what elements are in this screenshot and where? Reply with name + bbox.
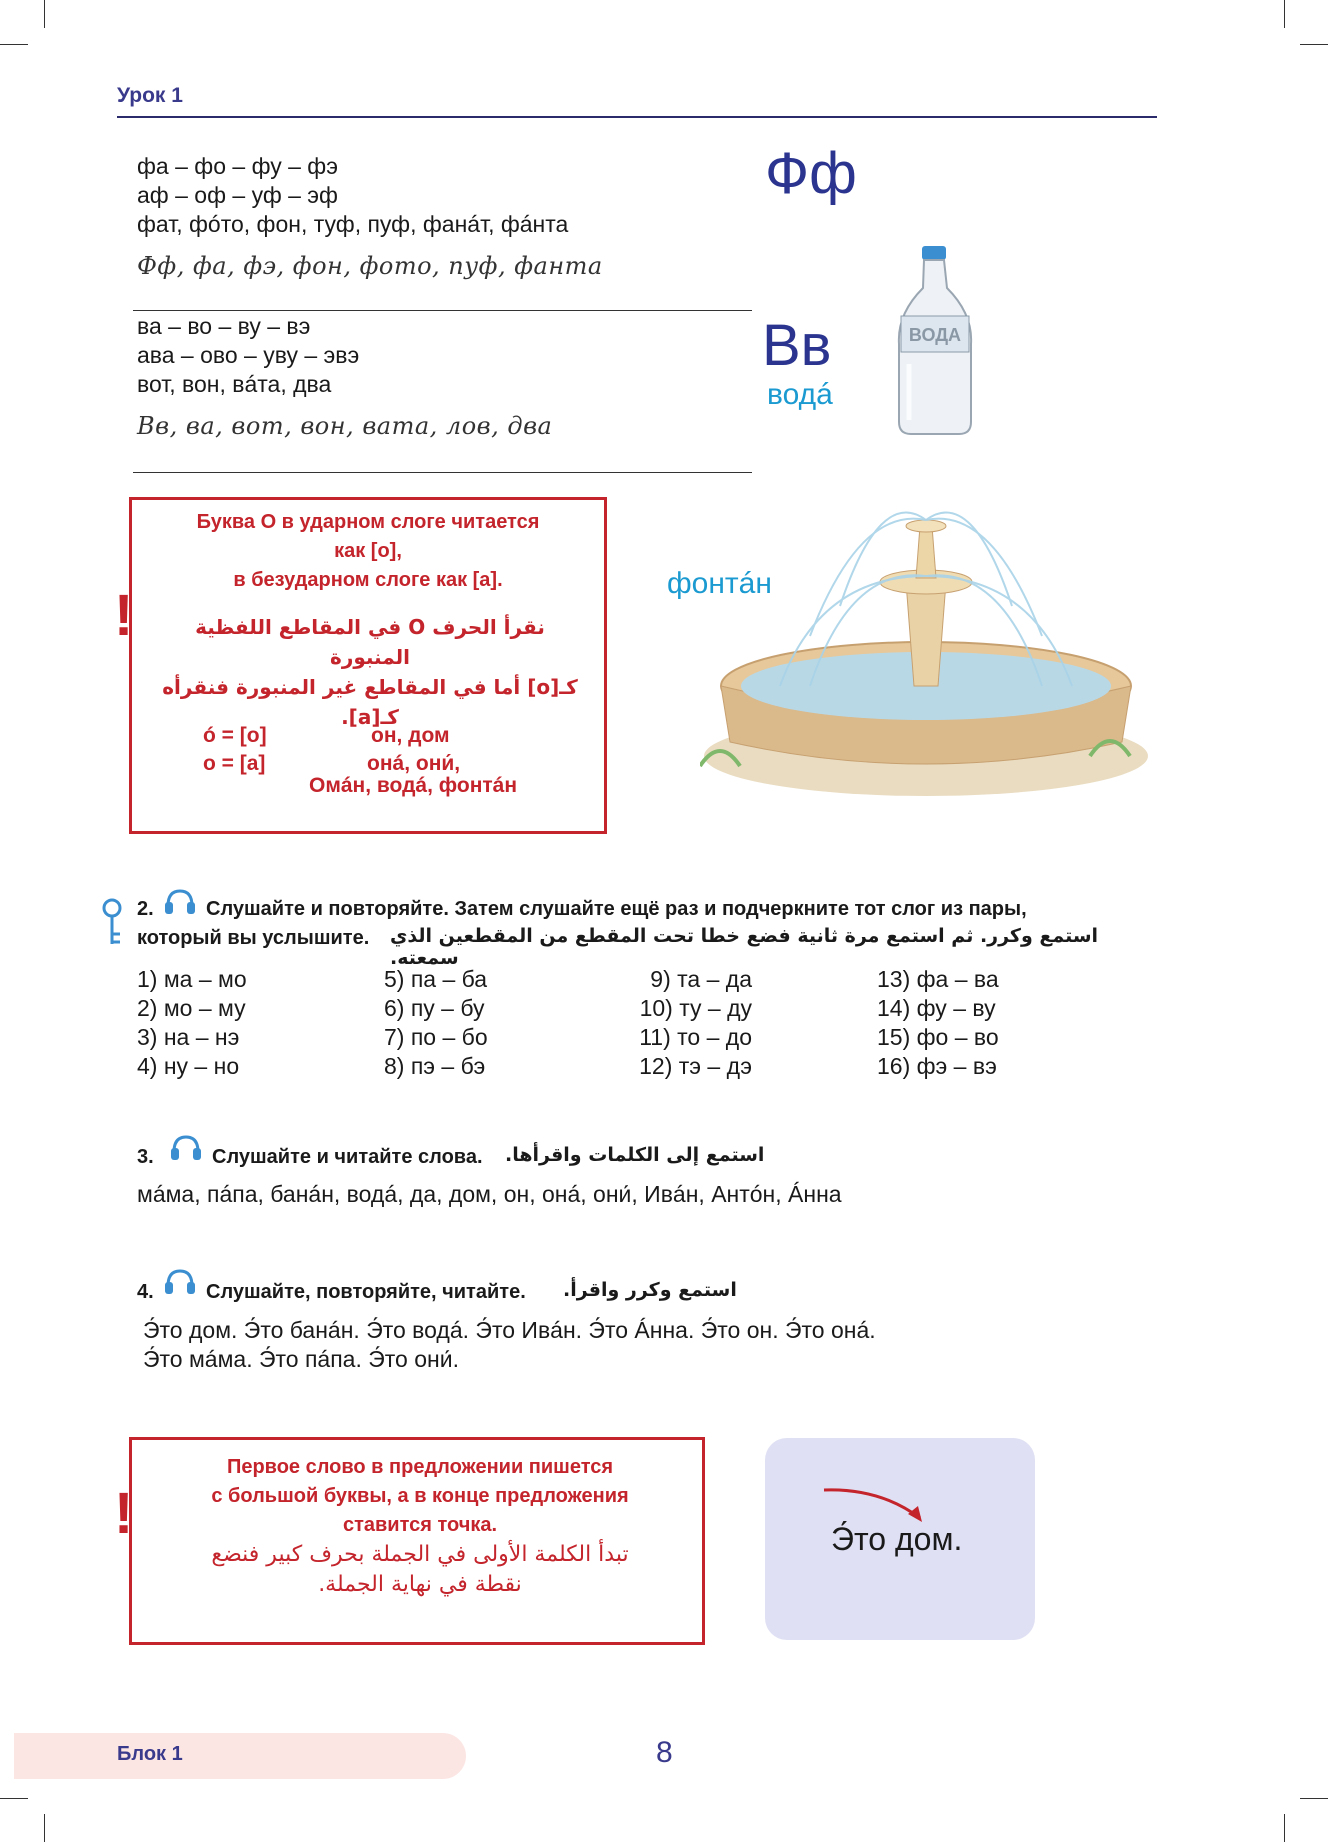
footer-block: Блок 1 — [117, 1743, 183, 1765]
exercise-2-title-cont: который вы услышите. — [137, 927, 370, 949]
crop-mark — [1300, 1798, 1328, 1799]
syllable-pair[interactable]: 15) фо – во — [877, 1024, 999, 1050]
crop-mark — [44, 0, 45, 28]
word-line: фат, фóто, фон, туф, пуф, фанáт, фáнта — [137, 211, 569, 237]
divider — [133, 310, 752, 311]
headphones-icon[interactable] — [164, 1268, 196, 1294]
exercise-4-title-ar: استمع وكرر واقرأ. — [563, 1279, 737, 1301]
example-unstressed-2: Омáн, водá, фонтáн — [309, 774, 518, 797]
crop-mark — [0, 44, 28, 45]
word-fontan: фонтáн — [667, 567, 772, 600]
letter-f-syllables — [137, 152, 568, 239]
rule-2-text-ar: تبدأ الكلمة الأولى في الجملة بحرف كبير فنضع نقطة في نهاية الجملة. — [211, 1542, 629, 1597]
crop-mark — [1300, 44, 1328, 45]
word-line: вот, вон, вáта, два — [137, 371, 332, 397]
crop-mark — [1284, 0, 1285, 28]
syllable-pair[interactable]: 5) па – ба — [384, 966, 488, 992]
key-icon — [100, 898, 126, 948]
big-letter-v: Вв — [762, 313, 832, 378]
rule-text-ru: Буква О в ударном слоге читается как [о], в безударном слоге как [а]. — [196, 511, 540, 591]
footer-bar — [14, 1733, 466, 1779]
syllable-pair[interactable]: 14) фу – ву — [877, 995, 996, 1021]
syllable-pair[interactable]: 8) пэ – бэ — [384, 1053, 486, 1079]
rule-stressed: ó = [о] — [203, 724, 267, 747]
syllable-pair[interactable]: 12) тэ – дэ — [639, 1053, 752, 1079]
syllable-pair[interactable]: 11) то – до — [639, 1024, 752, 1050]
syllable-pair[interactable]: 9) та – да — [650, 966, 752, 992]
syllable-pair[interactable]: 7) по – бо — [384, 1024, 488, 1050]
rule-2-text-ru: Первое слово в предложении пишется с большой буквы, а в конце предложения ставится точка. — [211, 1456, 629, 1536]
fountain-top — [906, 520, 946, 532]
big-letter-f: Фф — [765, 141, 857, 206]
exercise-4-line-1: Э́то дом. Э́то банáн. Э́то водá. Э́то Ивáн. Э́то Áнна. Э́то он. Э́то онá. — [143, 1317, 876, 1343]
fountain-spout — [916, 526, 936, 578]
example-sentence: Э́то дом. — [831, 1521, 963, 1557]
headphones-icon[interactable] — [164, 888, 196, 914]
pairs-column-1 — [137, 965, 247, 1081]
rule-text-ar: نقرأ الحرف O في المقاطع اللفظية المنبورة كـ[o] أما في المقاطع غير المنبورة فنقرأه كـ[a]. — [162, 615, 578, 729]
fountain-illustration — [700, 486, 1152, 802]
header-rule — [117, 116, 1157, 118]
syllable-pair[interactable]: 4) ну – но — [137, 1053, 240, 1079]
exercise-3-words: мáма, пáпа, банáн, водá, да, дом, он, онá, они́, Ивáн, Антóн, Áнна — [137, 1181, 842, 1207]
exercise-2-title-ar: استمع وكرر. ثم استمع مرة ثانية فضع خطا تحت المقطع من المقطعين الذي سمعته. — [390, 925, 1099, 969]
exercise-2-number: 2. — [137, 898, 154, 920]
pairs-column-4 — [877, 965, 999, 1081]
exercise-4-line-2: Э́то мáма. Э́то пáпа. Э́то они́. — [143, 1346, 459, 1372]
syllable-pair[interactable]: 2) мо – му — [137, 995, 246, 1021]
exercise-4-title: Слушайте, повторяйте, читайте. — [206, 1281, 526, 1303]
exercise-3-title-ar: استمع إلى الكلمات واقرأها. — [505, 1144, 765, 1166]
syllable-pair[interactable]: 6) пу – бу — [384, 995, 485, 1021]
bottle-label-text: ВОДА — [908, 325, 962, 345]
lesson-title: Урок 1 — [117, 84, 183, 107]
syllable-pair[interactable]: 1) ма – мо — [137, 966, 247, 992]
syllable-line: ва – во – ву – вэ — [137, 313, 311, 339]
word-voda: водá — [767, 378, 833, 411]
exercise-2-title: Слушайте и повторяйте. Затем слушайте ещё раз и подчеркните тот слог из пары, — [206, 898, 1027, 920]
exercise-4-number: 4. — [137, 1281, 154, 1303]
headphones-icon[interactable] — [170, 1134, 202, 1160]
syllable-pair[interactable]: 10) ту – ду — [639, 995, 752, 1021]
example-unstressed: онá, они́, — [367, 752, 461, 775]
syllable-line: аф – оф – уф – эф — [137, 182, 338, 208]
crop-mark — [0, 1798, 28, 1799]
syllable-line: фа – фо – фу – фэ — [137, 153, 338, 179]
pairs-column-3 — [622, 965, 752, 1081]
bottle-cap — [922, 246, 946, 260]
rule-unstressed: о = [а] — [203, 752, 266, 775]
syllable-line: ава – ово – уву – эвэ — [137, 342, 360, 368]
page-number: 8 — [656, 1736, 673, 1769]
letter-v-handwriting: Вв, ва, вот, вон, вата, лов, два — [137, 412, 553, 440]
letter-v-syllables — [137, 312, 359, 399]
exercise-3-title: Слушайте и читайте слова. — [212, 1146, 483, 1168]
example-stressed: он, дом — [371, 724, 450, 747]
exclamation-icon: ! — [114, 583, 134, 648]
water-bottle-illustration — [895, 244, 975, 436]
divider — [133, 472, 752, 473]
syllable-pair[interactable]: 13) фа – ва — [877, 966, 999, 992]
syllable-pair[interactable]: 3) на – нэ — [137, 1024, 240, 1050]
syllable-pair[interactable]: 16) фэ – вэ — [877, 1053, 997, 1079]
crop-mark — [1284, 1814, 1285, 1842]
exclamation-icon: ! — [114, 1481, 134, 1546]
pairs-column-2 — [384, 965, 488, 1081]
exercise-3-number: 3. — [137, 1146, 154, 1168]
crop-mark — [44, 1814, 45, 1842]
letter-f-handwriting: Фф, фа, фэ, фон, фото, пуф, фанта — [137, 252, 603, 280]
